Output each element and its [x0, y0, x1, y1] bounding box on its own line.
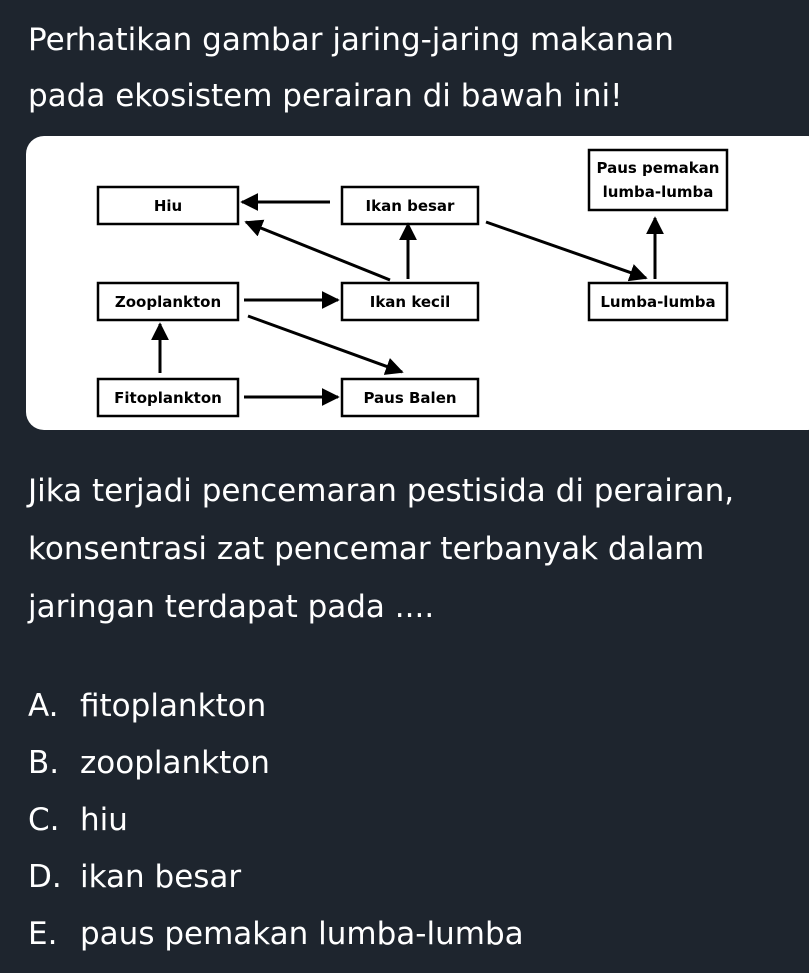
question-prompt-line-2: konsentrasi zat pencemar terbanyak dalam	[28, 531, 705, 567]
node-ikan-kecil-label: Ikan kecil	[369, 293, 451, 311]
option-d[interactable]	[28, 849, 808, 906]
node-lumba-lumba	[589, 283, 727, 320]
option-c-text: hiu	[80, 802, 128, 838]
node-paus-pemakan-label-1: Paus pemakan	[596, 159, 720, 177]
node-zooplankton-label: Zooplankton	[114, 293, 222, 311]
option-c[interactable]	[28, 792, 808, 849]
node-fitoplankton-label: Fitoplankton	[114, 389, 222, 407]
arrow-zooplankton-to-paus-balen	[248, 316, 402, 372]
arrow-ikan-besar-to-lumba-lumba	[486, 222, 646, 278]
option-a-letter: A.	[28, 688, 59, 724]
option-d-text: ikan besar	[80, 859, 242, 895]
option-e[interactable]	[28, 906, 808, 963]
node-paus-balen-label: Paus Balen	[363, 389, 457, 407]
node-paus-pemakan	[589, 150, 727, 210]
option-a-text: fitoplankton	[80, 688, 267, 724]
node-paus-pemakan-label-2: lumba-lumba	[602, 183, 714, 201]
question-intro	[28, 12, 808, 124]
node-fitoplankton	[98, 379, 238, 416]
node-zooplankton	[98, 283, 238, 320]
answer-options	[28, 678, 808, 963]
node-lumba-lumba-label: Lumba-lumba	[600, 293, 716, 311]
option-b-letter: B.	[28, 745, 60, 781]
option-b-text: zooplankton	[80, 745, 270, 781]
arrow-ikan-kecil-to-hiu	[246, 222, 390, 280]
option-d-letter: D.	[28, 859, 62, 895]
node-hiu-label: Hiu	[153, 197, 183, 215]
question-intro-line-1: Perhatikan gambar jaring-jaring makanan	[28, 22, 674, 58]
node-ikan-kecil	[342, 283, 478, 320]
option-c-letter: C.	[28, 802, 60, 838]
question-prompt-line-1: Jika terjadi pencemaran pestisida di perairan,	[28, 473, 735, 509]
option-e-letter: E.	[28, 916, 58, 952]
node-ikan-besar-label: Ikan besar	[365, 197, 455, 215]
question-prompt-line-3: jaringan terdapat pada ....	[28, 589, 435, 625]
option-a[interactable]	[28, 678, 808, 735]
option-b[interactable]	[28, 735, 808, 792]
food-web-diagram	[26, 136, 809, 430]
node-hiu	[98, 187, 238, 224]
option-e-text: paus pemakan lumba-lumba	[80, 916, 524, 952]
question-intro-line-2: pada ekosistem perairan di bawah ini!	[28, 78, 623, 114]
food-web-svg	[26, 136, 809, 430]
node-ikan-besar	[342, 187, 478, 224]
question-prompt	[28, 462, 809, 636]
node-paus-balen	[342, 379, 478, 416]
